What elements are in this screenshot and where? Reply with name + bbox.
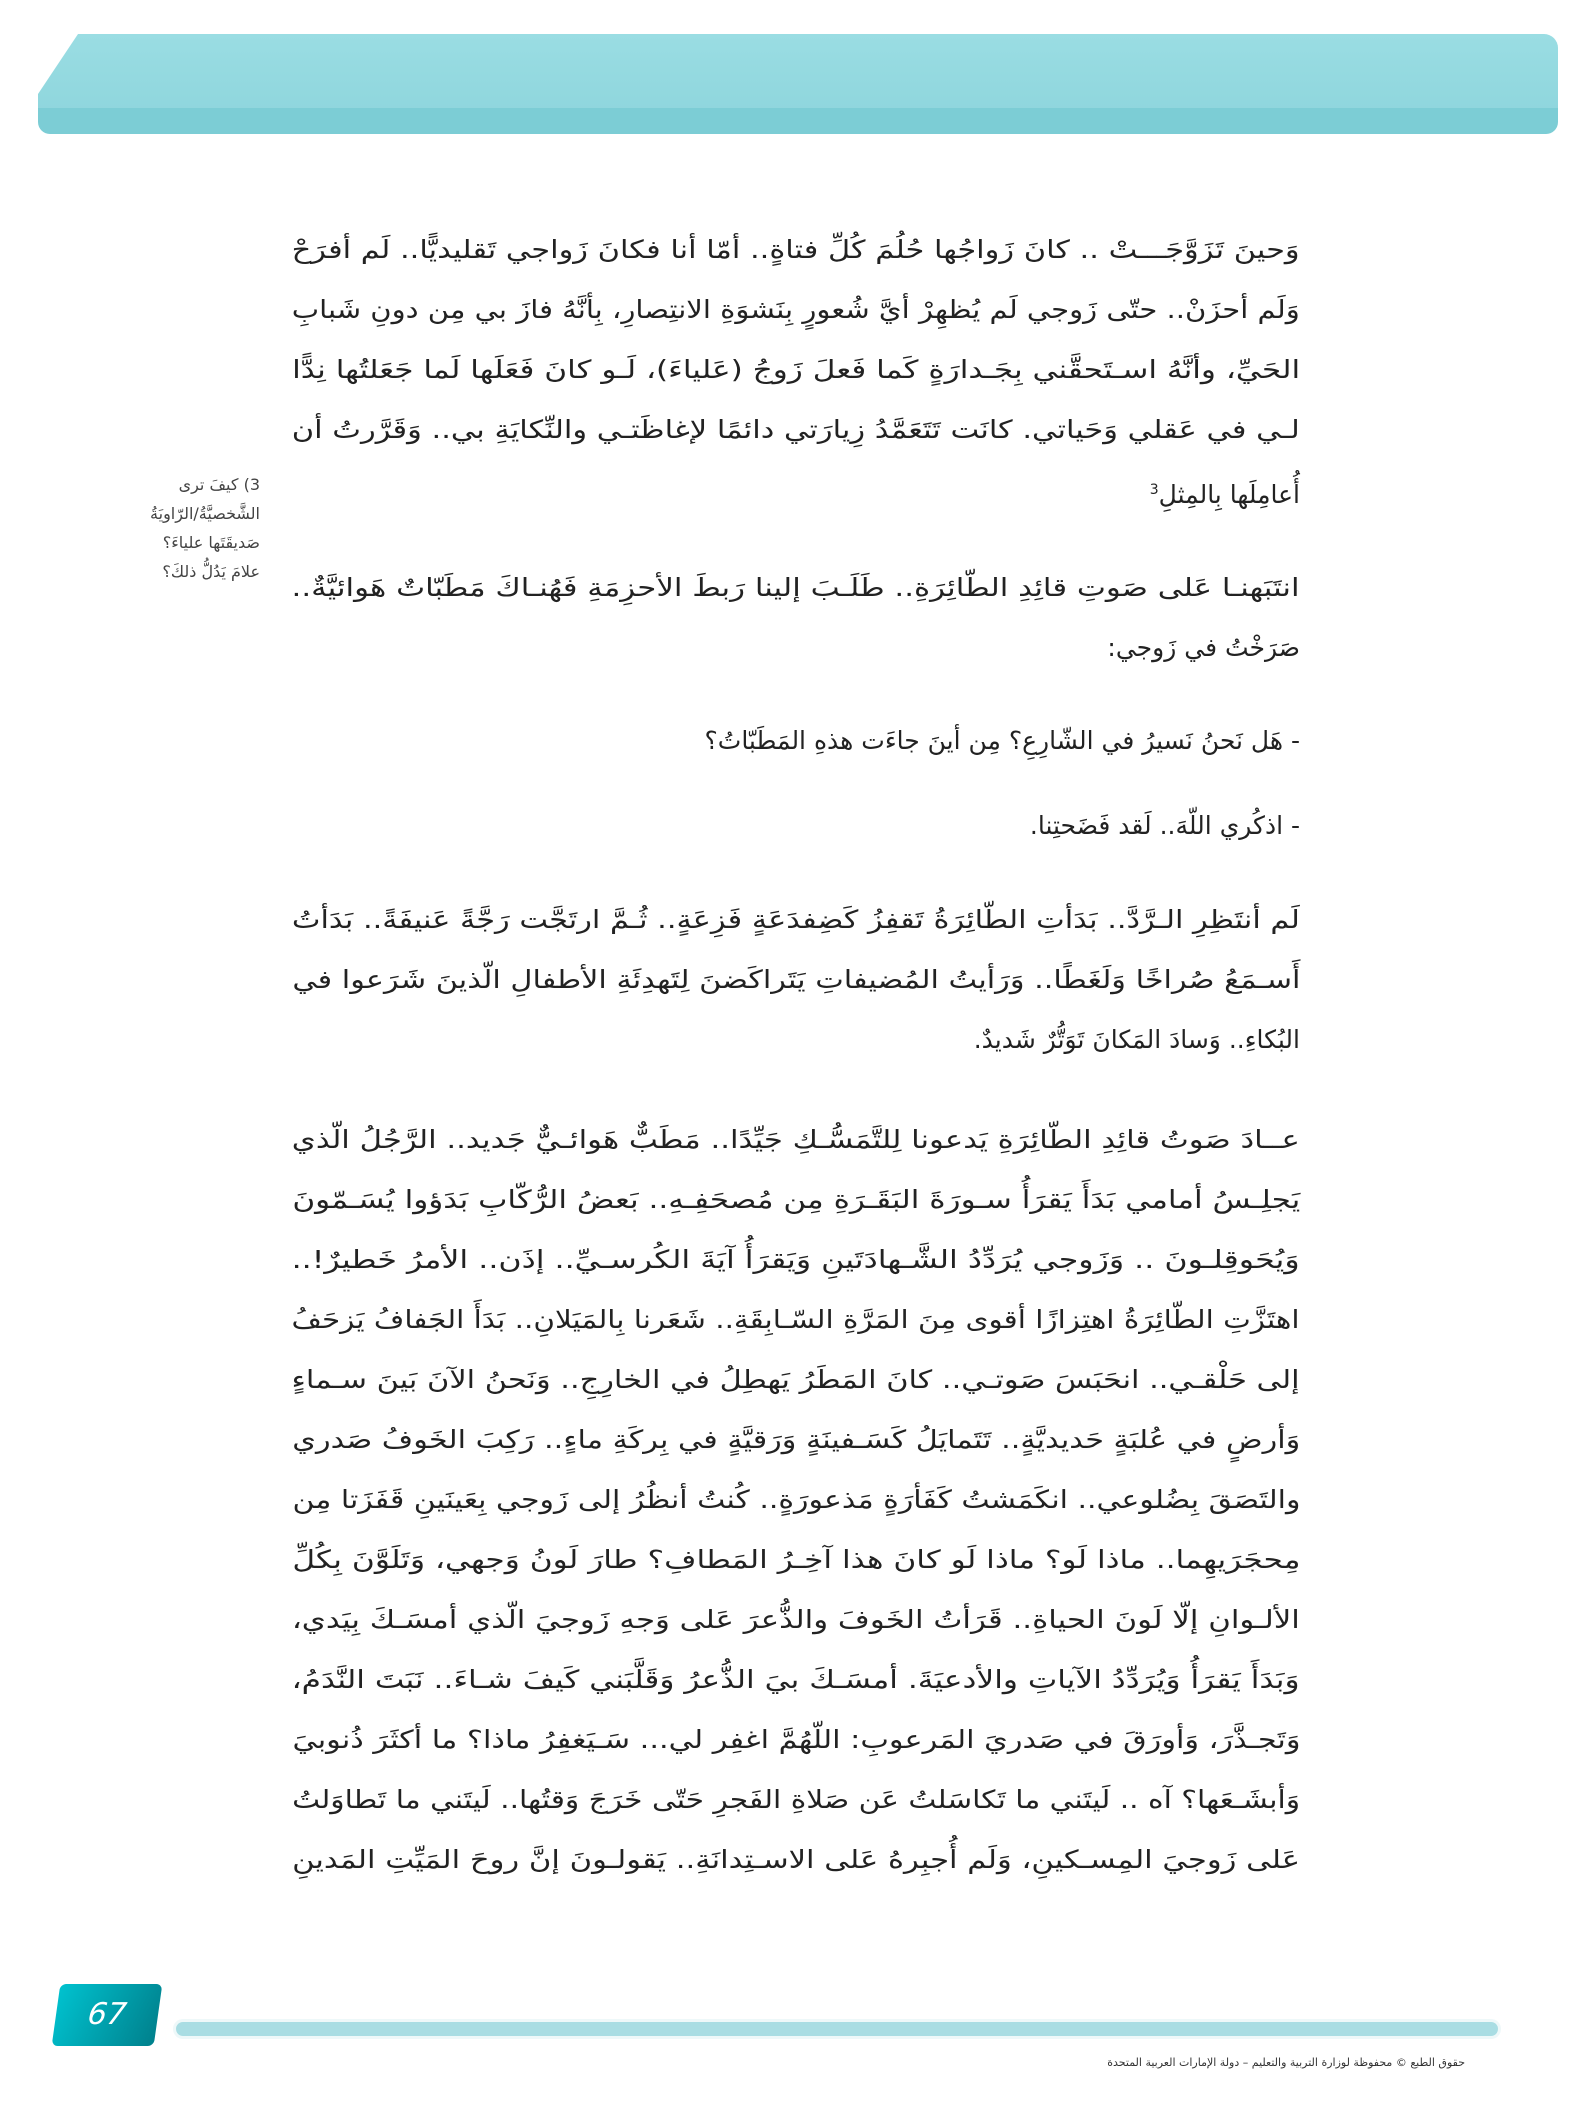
text-line-content: عــادَ صَوتُ قائِدِ الطّائِرَةِ يَدعونا لِلتَّمَسُّـكِ جَيِّدًا.. مَطَبٌّ هَوائـيٌّ جَديد.. الرَّجُلُ الّذي: [291, 1125, 1300, 1154]
text-line: [292, 1530, 1300, 1590]
text-line-content: وَبَدَأَ يَقرَأُ وَيُرَدِّدُ الآياتِ والأدعيَةَ. أمسَـكَ بيَ الذُّعرُ وَقَلَّبَني كَيفَ شـاءَ.. نَبَتَ النَّدَمُ،: [292, 1665, 1300, 1694]
text-line-content: وَحينَ تَزَوَّجَـــتْ .. كانَ زَواجُها حُلُمَ كُلِّ فتاةٍ.. أمّا أنا فكانَ زَواجي تَقليديًّا.. لَم أفرَحْ: [291, 235, 1300, 264]
margin-question-line: علامَ يَدُلُّ ذلكَ؟: [162, 562, 260, 581]
text-line-content: يَجلِـسُ أمامي بَدَأَ يَقرَأُ سـورَةَ البَقَـرَةِ مِن مُصحَفِـهِ.. بَعضُ الرُّكّابِ بَدَؤوا يُسَـمّونَ: [292, 1185, 1300, 1214]
text-line: [292, 1010, 1300, 1070]
text-line-content: وَيُحَوقِلـونَ .. وَزَوجي يُرَدِّدُ الشَّـهادَتَينِ وَيَقرَأُ آيَةَ الكُرسـيِّ.. إذَن.. الأمرُ خَطيرٌ!..: [292, 1245, 1300, 1274]
paragraph-2: [292, 558, 1300, 678]
copyright-notice: حقوق الطبع © محفوظة لوزارة التربية والتعليم – دولة الإمارات العربية المتحدة: [1107, 2056, 1465, 2069]
margin-question-line: الشَّخصيَّةُ/الرّاويَةُ: [150, 504, 260, 523]
text-line-content: لَم أنتَظِرِ الـرَّدَّ.. بَدَأتِ الطّائِرَةُ تَقفِزُ كَضِفدَعَةٍ فَزِعَةٍ.. ثُـمَّ ارتَجَّت رَجَّةً عَنيفَةً.. بَدَأتُ: [292, 905, 1300, 934]
text-line: [292, 400, 1300, 460]
header-banner: [38, 34, 1558, 134]
text-line: [292, 1230, 1300, 1290]
dialogue-line-2: [292, 796, 1300, 856]
text-line-content: الألـوانِ إلّا لَونَ الحياةِ.. قَرَأتُ الخَوفَ والذُّعرَ عَلى وَجهِ زَوجيَ الّذي أمسَـكَ بِيَدي،: [291, 1605, 1300, 1634]
text-line-content: صَرَخْتُ في زَوجي:: [1107, 633, 1300, 662]
text-line: [292, 558, 1300, 618]
text-line-content: - اذكُري اللّهَ.. لَقد فَضَحتِنا.: [1029, 811, 1300, 840]
text-line: [292, 1710, 1300, 1770]
text-line: [292, 220, 1300, 280]
text-line: [292, 890, 1300, 950]
text-line: [292, 340, 1300, 400]
text-line-content: عَلى زَوجيَ المِسـكينِ، وَلَم أُجبِرهُ عَلى الاسـتِدانَةِ.. يَقولـونَ إنَّ روحَ المَيِّتِ المَدينِ: [292, 1845, 1300, 1874]
paragraph-4: [292, 1110, 1300, 1890]
text-line-content: وَأرضٍ في عُلبَةٍ حَديديَّةٍ.. تَتَمايَلُ كَسَـفينَةٍ وَرَقيَّةٍ في بِركَةِ ماءٍ.. رَكِبَ الخَوفُ صَدري: [292, 1425, 1300, 1454]
text-line: [292, 796, 1300, 856]
text-line: [292, 1470, 1300, 1530]
text-line: [292, 1290, 1300, 1350]
text-line: [292, 618, 1300, 678]
text-line-content: الحَيِّ، وأنَّهُ اسـتَحقَّني بِجَـدارَةٍ كَما فَعلَ زَوجُ (عَلياءَ)، لَـو كانَ فَعَلَها لَما جَعَلتُها نِدًّا: [292, 355, 1300, 384]
text-line: [292, 1350, 1300, 1410]
text-line-content: وَلَم أحزَنْ.. حتّى زَوجي لَم يُظهِرْ أيَّ شُعورٍ بِنَشوَةِ الانتِصارِ، بِأنَّهُ فازَ بي مِن دونِ شَبابِ: [292, 295, 1300, 324]
text-line: [292, 950, 1300, 1010]
paragraph-1: [292, 220, 1300, 520]
dialogue-line-1: [292, 711, 1300, 771]
text-line-content: أُعامِلَها بِالمِثلِ: [1158, 480, 1300, 510]
text-line: [292, 1770, 1300, 1830]
text-line: [292, 1650, 1300, 1710]
text-line: [292, 1830, 1300, 1890]
text-line-content: - هَل نَحنُ نَسيرُ في الشّارِعِ؟ مِن أينَ جاءَت هذهِ المَطَبّاتُ؟: [704, 726, 1300, 755]
text-line-content: وَأبشَـعَها؟ آه .. لَيتَني ما تَكاسَلتُ عَن صَلاةِ الفَجرِ حَتّى خَرَجَ وَقتُها.. لَيتَني ما تَطاوَلتُ: [292, 1785, 1300, 1814]
margin-question-line: 3) كيفَ ترى: [178, 475, 260, 494]
header-banner-band: [38, 108, 1558, 134]
footnote-marker: 3: [1149, 482, 1159, 498]
text-line-content: اهتَزَّتِ الطّائِرَةُ اهتِزازًا أقوى مِنَ المَرَّةِ السّـابِقَةِ.. شَعَرنا بِالمَيَلانِ.. بَدَأَ الجَفافُ يَزحَفُ: [292, 1305, 1300, 1334]
text-line-content: مِحجَرَيهِما.. ماذا لَو؟ ماذا لَو كانَ هذا آخِـرُ المَطافِ؟ طارَ لَونُ وَجهي، وَتَلَوَّنَ بِكُلِّ: [292, 1545, 1300, 1574]
text-line: [292, 1110, 1300, 1170]
text-line: [292, 1410, 1300, 1470]
text-line: [292, 711, 1300, 771]
text-line-content: والتَصَقَ بِضُلوعي.. انكَمَشتُ كَفَأرَةٍ مَذعورَةٍ.. كُنتُ أنظُرُ إلى زَوجي بِعَينَينِ قَفَزَتا مِن: [292, 1485, 1300, 1514]
text-line-content: انتَبَهنـا عَلى صَوتِ قائِدِ الطّائِرَةِ.. طَلَـبَ إلينا رَبطَ الأحزِمَةِ فَهُنـاكَ مَطَبّاتٌ هَوائيَّةٌ..: [292, 573, 1300, 602]
margin-question: [70, 470, 260, 586]
paragraph-3: [292, 890, 1300, 1070]
text-line: [292, 460, 1300, 520]
footer-bar: [176, 2022, 1498, 2036]
text-line-content: لـي في عَقلي وَحَياتي. كانَت تَتَعَمَّدُ زِيارَتي دائمًا لإغاظَتـي والنِّكايَةِ بي.. وَقَرَّرتُ أن: [292, 415, 1300, 444]
text-line-content: إلى حَلْقـي.. انحَبَسَ صَوتـي.. كانَ المَطَرُ يَهطِلُ في الخارِجِ.. وَنَحنُ الآنَ بَينَ سـماءٍ: [292, 1365, 1300, 1394]
margin-question-line: صَديقَتَها علياءَ؟: [162, 533, 260, 552]
text-line: [292, 1590, 1300, 1650]
text-line-content: وَتَجـذَّرَ، وَأورَقَ في صَدريَ المَرعوبِ: اللّهُمَّ اغفِر لي... سَـيَغفِرُ ماذا؟ ما أكثَرَ ذُنوبيَ: [291, 1725, 1300, 1754]
header-banner-top: [38, 34, 1558, 112]
text-line: [292, 280, 1300, 340]
text-line-content: البُكاءِ.. وَسادَ المَكانَ تَوَتُّرٌ شَديدٌ.: [973, 1025, 1300, 1054]
text-line-content: أَسـمَعُ صُراخًا وَلَغَطًا.. وَرَأيتُ المُضيفاتِ يَتَراكَضنَ لِتَهدِئَةِ الأطفالِ الّذينَ شَرَعوا في: [292, 965, 1300, 994]
text-line: [292, 1170, 1300, 1230]
page-number: 67: [52, 1984, 163, 2046]
